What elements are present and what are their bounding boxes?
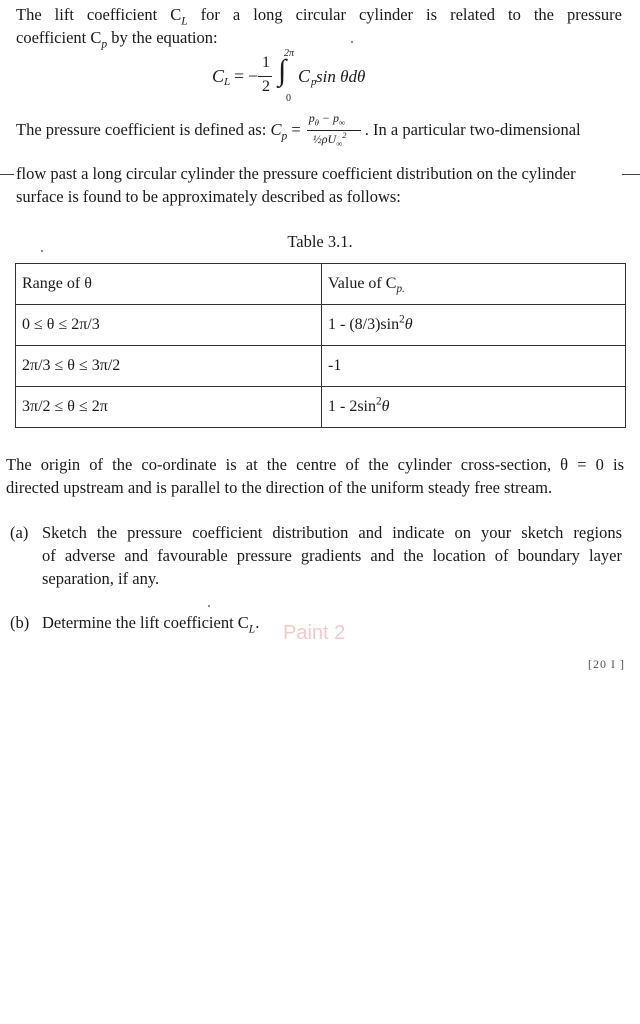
pressure-coefficient-fraction: $\frac{p_\theta - p_\infty}{\frac{1}{2}\rho U_\infty^2}$ <box>305 121 365 141</box>
origin-line-2: directed upstream and is parallel to the direction of the uniform steady free stream. <box>6 478 553 497</box>
range-cell: 2π/3 ≤ θ ≤ 3π/2 <box>16 346 322 387</box>
header-range: Range of θ <box>16 264 322 305</box>
range-cell: 0 ≤ θ ≤ 2π/3 <box>16 305 322 346</box>
value-cell: $1 - 2\sin^2\theta$ <box>322 387 626 428</box>
table-row <box>16 346 626 387</box>
table-caption: Table 3.1. <box>287 232 353 251</box>
value-cell: $1 - (8/3)\sin^2\theta$ <box>322 305 626 346</box>
header-value: Value of $C_{p.}$ <box>322 264 626 305</box>
table-row <box>16 305 626 346</box>
scan-dot <box>41 250 43 252</box>
question-a-label: (a) <box>10 523 29 542</box>
definition-line-3: surface is found to be approximately described as follows: <box>16 187 401 206</box>
intro-line-1: The lift coefficient $C_L$ for a long circular cylinder is related to the pressure <box>16 5 622 28</box>
question-a-line-1: Sketch the pressure coefficient distribution and indicate on your sketch regions <box>42 523 622 542</box>
intro-line-2: coefficient $C_p$ by the equation: <box>16 28 218 51</box>
scan-dot <box>208 605 210 607</box>
question-a-line-3: separation, if any. <box>42 569 160 588</box>
origin-line-1: The origin of the co-ordinate is at the centre of the cylinder cross-section, θ = 0 is <box>6 455 624 474</box>
lift-coefficient-formula: C L = − 1 2 2π ∫ 0 C p sin θdθ <box>212 48 366 104</box>
definition-line-1: The pressure coefficient is defined as: $C_p$ = $\frac{p_\theta - p_\infty}{\frac{1}{2}\rho U_\infty^2}$ . In a particular two-dimensional <box>16 111 581 149</box>
question-b-label: (b) <box>10 613 30 632</box>
value-cell: -1 <box>322 346 626 387</box>
range-cell: 3π/2 ≤ θ ≤ 2π <box>16 387 322 428</box>
table-row <box>16 387 626 428</box>
table-header-row <box>16 264 626 305</box>
definition-line-2: flow past a long circular cylinder the pressure coefficient distribution on the cylinder <box>16 164 576 183</box>
marks-label: [20 I ] <box>588 657 625 671</box>
watermark: Paint 2 <box>283 622 346 644</box>
question-a-line-2: of adverse and favourable pressure gradients and the location of boundary layer <box>42 546 622 565</box>
pressure-coefficient-table <box>15 263 626 428</box>
question-b-text: Determine the lift coefficient $C_L$. <box>42 613 260 636</box>
scan-dot <box>351 41 353 43</box>
